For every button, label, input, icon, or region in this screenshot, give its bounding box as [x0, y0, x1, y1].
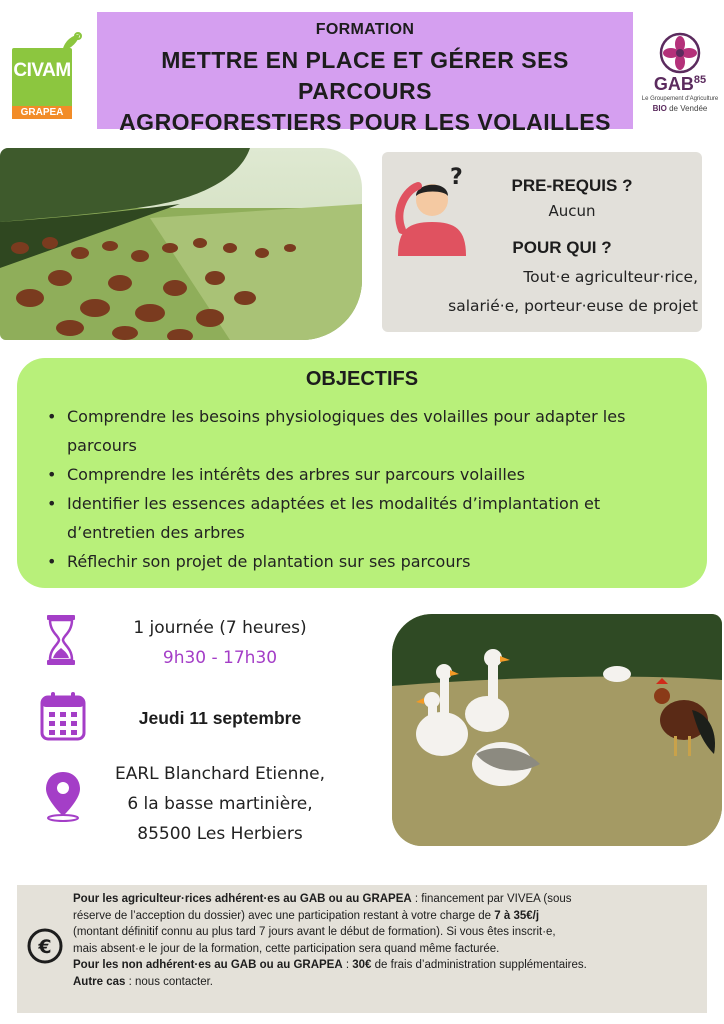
objectives-list	[47, 402, 697, 576]
funding-nonmembers-label: Pour les non adhérent·es au GAB ou au GRAPEA	[73, 959, 343, 972]
gab-tagline: Le Groupement d'Agriculture	[641, 96, 719, 102]
address-line-3: 85500 Les Herbiers	[137, 824, 303, 844]
header-banner	[97, 12, 633, 135]
prerequisites-title: PRE-REQUIS ?	[511, 176, 633, 195]
hours-text: 9h30 - 17h30	[162, 648, 278, 668]
objectives-panel	[17, 358, 707, 588]
funding-text-part: : nous contacter.	[125, 975, 214, 988]
funding-line	[73, 891, 705, 908]
duration-text: 1 journée (7 heures)	[133, 618, 307, 638]
gab-vendee: de Vendée	[669, 104, 708, 113]
funding-line: mais absent·e le jour de la formation, cette participation sera quand même facturée.	[73, 942, 500, 955]
objective-text: Identifier les essences adaptées et les modalités d’implantation et	[67, 494, 601, 513]
gab-logo-text	[640, 74, 720, 95]
calendar-icon	[40, 691, 86, 741]
date-text: Jeudi 11 septembre	[138, 708, 302, 728]
geese-photo	[392, 614, 722, 846]
gab-region	[640, 104, 720, 113]
objective-item	[47, 402, 697, 460]
gab85-logo	[640, 30, 720, 120]
gab-number: 85	[693, 74, 707, 86]
audience-title: POUR QUI ?	[512, 238, 612, 257]
euro-icon	[27, 928, 63, 964]
funding-line	[73, 908, 705, 925]
grapea-logo-text: GRAPEA	[12, 106, 72, 119]
objective-item	[47, 460, 697, 489]
prerequisites-card	[382, 152, 702, 332]
address-line-1: EARL Blanchard Etienne,	[114, 764, 326, 784]
civam-logo-text: CIVAM	[13, 60, 71, 81]
page-title-line1: METTRE EN PLACE ET GÉRER SES PARCOURS	[161, 47, 569, 104]
objective-text: parcours	[67, 436, 137, 455]
audience-line-1: Tout·e agriculteur·rice,	[523, 268, 698, 286]
hens-photo	[0, 148, 362, 340]
header-kicker: FORMATION	[315, 21, 415, 38]
flower-icon	[658, 32, 702, 74]
funding-price: 7 à 35€/j	[494, 909, 540, 922]
objective-item	[47, 547, 697, 576]
civam-grapea-logo	[12, 30, 84, 118]
funding-panel	[17, 885, 707, 1013]
funding-line	[73, 957, 705, 974]
funding-text-part: :	[342, 959, 353, 972]
svg-text:?: ?	[450, 165, 463, 190]
funding-line: (montant définitif connu au plus tard 7 jours avant le début de formation). Si vous êtes inscrit·e,	[73, 926, 556, 939]
funding-text-part: de frais d’administration supplémentaires.	[371, 959, 587, 972]
prerequisites-value: Aucun	[548, 202, 596, 220]
funding-text	[73, 891, 705, 991]
address-line-2: 6 la basse martinière,	[127, 794, 313, 814]
funding-line	[73, 974, 705, 991]
objective-text: Comprendre les intérêts des arbres sur parcours volailles	[67, 465, 525, 484]
funding-other-label: Autre cas	[73, 975, 126, 988]
funding-fee: 30€	[352, 959, 372, 972]
objectives-title: OBJECTIFS	[305, 368, 419, 390]
funding-text-part: réserve de l’acception du dossier) avec une participation restant à votre charge de	[73, 909, 495, 922]
location-pin-icon	[42, 770, 84, 822]
page-title	[97, 45, 633, 138]
objective-text: Comprendre les besoins physiologiques des volailles pour adapter les	[67, 407, 626, 426]
funding-members-label: Pour les agriculteur·rices adhérent·es au GAB ou au GRAPEA	[73, 893, 412, 905]
gab-name: GAB	[653, 74, 694, 94]
hourglass-icon	[46, 614, 76, 666]
funding-text-part: : financement par VIVEA (sous	[411, 893, 572, 905]
objective-item	[47, 489, 697, 547]
objective-text: d’entretien des arbres	[67, 523, 245, 542]
svg-text:€: €	[38, 936, 52, 958]
audience-line-2: salarié·e, porteur·euse de projet	[448, 297, 698, 315]
gab-bio: BIO	[652, 104, 667, 113]
page-title-line2: AGROFORESTIERS POUR LES VOLAILLES	[119, 109, 611, 135]
objective-text: Réflechir son projet de plantation sur ses parcours	[67, 552, 471, 571]
